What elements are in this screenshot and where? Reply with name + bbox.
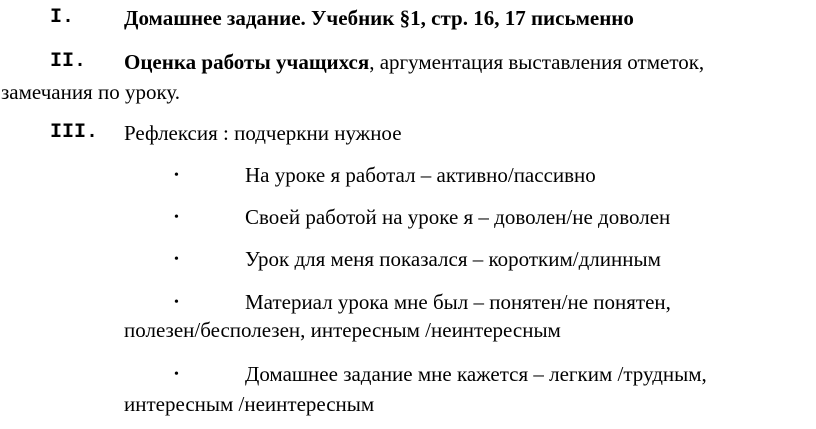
assessment-heading: Оценка работы учащихся <box>124 50 370 74</box>
reflection-item-5: Домашнее задание мне кажется – легким /трудным, <box>245 362 707 386</box>
reflection-item-2: Своей работой на уроке я – доволен/не доволен <box>245 205 671 229</box>
bullet-icon: • <box>174 210 179 225</box>
bullet-icon: • <box>174 295 179 310</box>
section-numeral-2: II. <box>50 50 87 73</box>
reflection-item-4-continuation: полезен/бесполезен, интересным /неинтересным <box>124 318 561 342</box>
assessment-continuation: замечания по уроку. <box>1 80 181 104</box>
bullet-icon: • <box>174 252 179 267</box>
reflection-heading: Рефлексия : подчеркни нужное <box>124 121 402 145</box>
reflection-item-5-continuation: интересным /неинтересным <box>124 392 375 416</box>
bullet-icon: • <box>174 367 179 382</box>
reflection-item-3: Урок для меня показался – коротким/длинным <box>245 247 661 271</box>
reflection-item-4: Материал урока мне был – понятен/не понятен, <box>245 290 671 314</box>
reflection-item-1: На уроке я работал – активно/пассивно <box>245 163 596 187</box>
assessment-text: , аргументация выставления отметок, <box>369 50 705 74</box>
bullet-icon: • <box>174 168 179 183</box>
section-numeral-1: I. <box>50 6 75 29</box>
homework-heading: Домашнее задание. Учебник §1, стр. 16, 17 письменно <box>124 6 634 30</box>
section-numeral-3: III. <box>50 121 99 144</box>
assessment-line <box>124 50 704 75</box>
